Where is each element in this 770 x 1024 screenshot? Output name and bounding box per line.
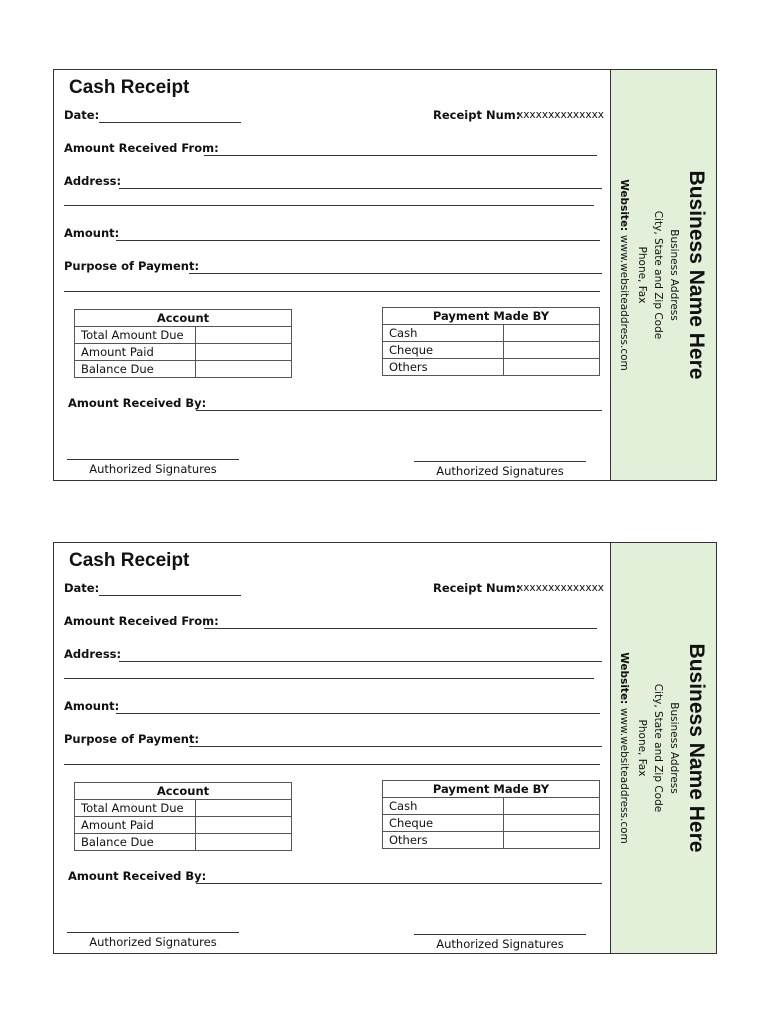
account-row-balance-due: Balance Due bbox=[75, 361, 196, 378]
business-name: Business Name Here bbox=[685, 643, 708, 853]
address-field-line2[interactable] bbox=[64, 205, 594, 206]
signature-line-right[interactable] bbox=[414, 934, 586, 935]
payment-value-cell[interactable] bbox=[504, 359, 600, 376]
account-row-total-due: Total Amount Due bbox=[75, 327, 196, 344]
account-row-balance-due: Balance Due bbox=[75, 834, 196, 851]
business-address: Business Address bbox=[668, 702, 680, 794]
amount-received-by-field[interactable] bbox=[196, 410, 602, 411]
account-value-cell[interactable] bbox=[196, 361, 292, 378]
account-table bbox=[74, 309, 292, 378]
account-row-amount-paid: Amount Paid bbox=[75, 817, 196, 834]
website-label: Website: bbox=[618, 652, 630, 708]
account-header: Account bbox=[75, 310, 292, 327]
address-label: Address: bbox=[64, 647, 122, 661]
amount-field[interactable] bbox=[116, 240, 600, 241]
purpose-field-line2[interactable] bbox=[64, 291, 600, 292]
amount-received-from-label: Amount Received From: bbox=[64, 614, 219, 628]
amount-received-by-label: Amount Received By: bbox=[68, 396, 207, 410]
address-field-line2[interactable] bbox=[64, 678, 594, 679]
payment-row-cash: Cash bbox=[383, 325, 504, 342]
account-header: Account bbox=[75, 783, 292, 800]
amount-received-from-label: Amount Received From: bbox=[64, 141, 219, 155]
business-name: Business Name Here bbox=[685, 170, 708, 380]
signature-label-right: Authorized Signatures bbox=[436, 937, 564, 951]
business-address: Business Address bbox=[668, 229, 680, 321]
receipt-num-label: Receipt Num: bbox=[433, 108, 521, 122]
purpose-field-line2[interactable] bbox=[64, 764, 600, 765]
payment-row-others: Others bbox=[383, 359, 504, 376]
amount-label: Amount: bbox=[64, 699, 120, 713]
account-value-cell[interactable] bbox=[196, 344, 292, 361]
business-panel bbox=[610, 543, 716, 953]
city-state-zip: City, State and Zip Code bbox=[652, 683, 664, 813]
cash-receipt-2 bbox=[53, 542, 717, 954]
website-line bbox=[618, 652, 630, 844]
signature-line-left[interactable] bbox=[67, 932, 239, 933]
account-table bbox=[74, 782, 292, 851]
payment-value-cell[interactable] bbox=[504, 832, 600, 849]
account-value-cell[interactable] bbox=[196, 327, 292, 344]
phone-fax: Phone, Fax bbox=[636, 719, 648, 777]
receipt-main bbox=[54, 543, 611, 953]
address-field[interactable] bbox=[119, 661, 602, 662]
receipt-num-value: xxxxxxxxxxxxxx bbox=[517, 582, 604, 594]
amount-field[interactable] bbox=[116, 713, 600, 714]
address-label: Address: bbox=[64, 174, 122, 188]
receipt-num-value: xxxxxxxxxxxxxx bbox=[517, 109, 604, 121]
cash-receipt-1 bbox=[53, 69, 717, 481]
receipt-num-label: Receipt Num: bbox=[433, 581, 521, 595]
payment-value-cell[interactable] bbox=[504, 798, 600, 815]
payment-value-cell[interactable] bbox=[504, 325, 600, 342]
amount-received-from-field[interactable] bbox=[204, 628, 597, 629]
payment-header: Payment Made BY bbox=[383, 308, 600, 325]
payment-table bbox=[382, 780, 600, 849]
purpose-field[interactable] bbox=[189, 746, 602, 747]
payment-row-cheque: Cheque bbox=[383, 815, 504, 832]
business-panel bbox=[610, 70, 716, 480]
date-label: Date: bbox=[64, 108, 100, 122]
amount-label: Amount: bbox=[64, 226, 120, 240]
address-field[interactable] bbox=[119, 188, 602, 189]
account-value-cell[interactable] bbox=[196, 800, 292, 817]
signature-label-left: Authorized Signatures bbox=[89, 462, 217, 476]
receipt-title: Cash Receipt bbox=[69, 77, 190, 98]
date-field[interactable] bbox=[99, 595, 241, 596]
amount-received-by-field[interactable] bbox=[196, 883, 602, 884]
signature-line-right[interactable] bbox=[414, 461, 586, 462]
purpose-label: Purpose of Payment: bbox=[64, 259, 200, 273]
purpose-label: Purpose of Payment: bbox=[64, 732, 200, 746]
signature-label-right: Authorized Signatures bbox=[436, 464, 564, 478]
payment-row-cash: Cash bbox=[383, 798, 504, 815]
signature-line-left[interactable] bbox=[67, 459, 239, 460]
payment-value-cell[interactable] bbox=[504, 342, 600, 359]
account-row-amount-paid: Amount Paid bbox=[75, 344, 196, 361]
date-field[interactable] bbox=[99, 122, 241, 123]
phone-fax: Phone, Fax bbox=[636, 246, 648, 304]
city-state-zip: City, State and Zip Code bbox=[652, 210, 664, 340]
website-line bbox=[618, 179, 630, 371]
receipt-main bbox=[54, 70, 611, 480]
receipt-title: Cash Receipt bbox=[69, 550, 190, 571]
amount-received-by-label: Amount Received By: bbox=[68, 869, 207, 883]
payment-row-cheque: Cheque bbox=[383, 342, 504, 359]
payment-header: Payment Made BY bbox=[383, 781, 600, 798]
amount-received-from-field[interactable] bbox=[204, 155, 597, 156]
website-label: Website: bbox=[618, 179, 630, 235]
purpose-field[interactable] bbox=[189, 273, 602, 274]
account-value-cell[interactable] bbox=[196, 834, 292, 851]
payment-row-others: Others bbox=[383, 832, 504, 849]
account-row-total-due: Total Amount Due bbox=[75, 800, 196, 817]
payment-value-cell[interactable] bbox=[504, 815, 600, 832]
account-value-cell[interactable] bbox=[196, 817, 292, 834]
website-value[interactable]: www.websiteaddress.com bbox=[618, 707, 630, 844]
website-value[interactable]: www.websiteaddress.com bbox=[618, 234, 630, 371]
date-label: Date: bbox=[64, 581, 100, 595]
signature-label-left: Authorized Signatures bbox=[89, 935, 217, 949]
payment-table bbox=[382, 307, 600, 376]
